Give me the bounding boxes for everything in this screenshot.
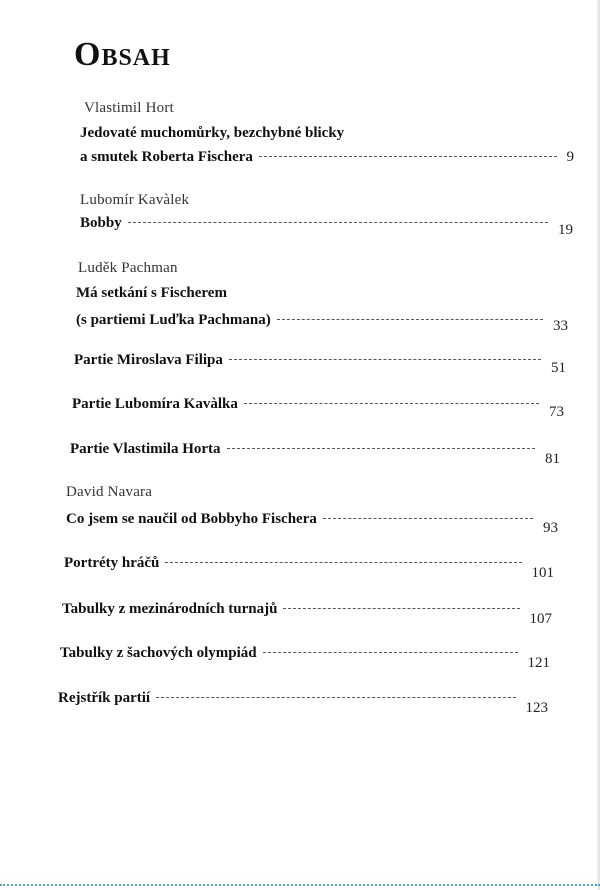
toc-entry-navara[interactable] [66, 511, 558, 536]
toc-entry-pachman[interactable] [76, 312, 568, 334]
dot-leader [156, 697, 515, 698]
dot-leader [229, 359, 541, 360]
dot-leader [165, 562, 521, 563]
toc-entry-page: 81 [545, 451, 560, 467]
author-navara: David Navara [66, 484, 153, 500]
toc-entry-turnaje[interactable] [62, 601, 552, 627]
page-title: Obsah [74, 36, 171, 73]
dot-leader [227, 448, 535, 449]
toc-entry-hort-title-line1: Jedovaté muchomůrky, bezchybné blicky [80, 125, 345, 141]
toc-entry-hort[interactable] [80, 149, 574, 166]
toc-entry-title: (s partiemi Luďka Pachmana) [76, 312, 271, 328]
toc-entry-page: 101 [531, 565, 554, 581]
dot-leader [263, 652, 518, 653]
toc-entry-kavalka[interactable] [72, 396, 564, 420]
page-edge-shadow [596, 0, 600, 890]
toc-entry-kavalek[interactable] [80, 215, 573, 238]
toc-entry-title: Tabulky z mezinárodních turnajů [62, 601, 278, 617]
dot-leader [283, 608, 519, 609]
toc-entry-page: 107 [529, 611, 552, 627]
toc-entry-page: 123 [525, 700, 548, 716]
toc-entry-portrety[interactable] [64, 555, 554, 581]
toc-entry-filip[interactable] [74, 352, 566, 376]
scan-edge-dotted-border [0, 884, 600, 886]
toc-entry-page: 51 [551, 360, 566, 376]
toc-entry-title: Partie Vlastimila Horta [70, 441, 221, 457]
toc-entry-title: Partie Lubomíra Kavàlka [72, 396, 238, 412]
toc-entry-page: 19 [558, 222, 573, 238]
author-hort: Vlastimil Hort [84, 100, 174, 116]
toc-entry-page: 121 [527, 655, 550, 671]
toc-entry-olympiady[interactable] [60, 645, 550, 671]
author-pachman: Luděk Pachman [78, 260, 178, 276]
dot-leader [259, 156, 557, 157]
dot-leader [277, 319, 543, 320]
toc-entry-pachman-title-line1: Má setkání s Fischerem [76, 285, 227, 301]
dot-leader [244, 403, 539, 404]
toc-entry-title: Bobby [80, 215, 122, 231]
author-kavalek: Lubomír Kavàlek [80, 192, 190, 208]
toc-entry-title: Portréty hráčů [64, 555, 160, 571]
toc-entry-page: 73 [549, 404, 564, 420]
toc-entry-title: a smutek Roberta Fischera [80, 149, 253, 165]
dot-leader [128, 222, 548, 223]
toc-entry-title: Tabulky z šachových olympiád [60, 645, 257, 661]
toc-entry-title: Co jsem se naučil od Bobbyho Fischera [66, 511, 317, 527]
toc-entry-horta[interactable] [70, 441, 560, 467]
toc-entry-page: 93 [543, 520, 558, 536]
toc-entry-rejstrik[interactable] [58, 690, 548, 716]
dot-leader [323, 518, 533, 519]
toc-entry-title: Partie Miroslava Filipa [74, 352, 223, 368]
toc-entry-title: Rejstřík partií [58, 690, 151, 706]
toc-entry-page: 9 [566, 149, 574, 165]
toc-entry-page: 33 [553, 318, 568, 334]
